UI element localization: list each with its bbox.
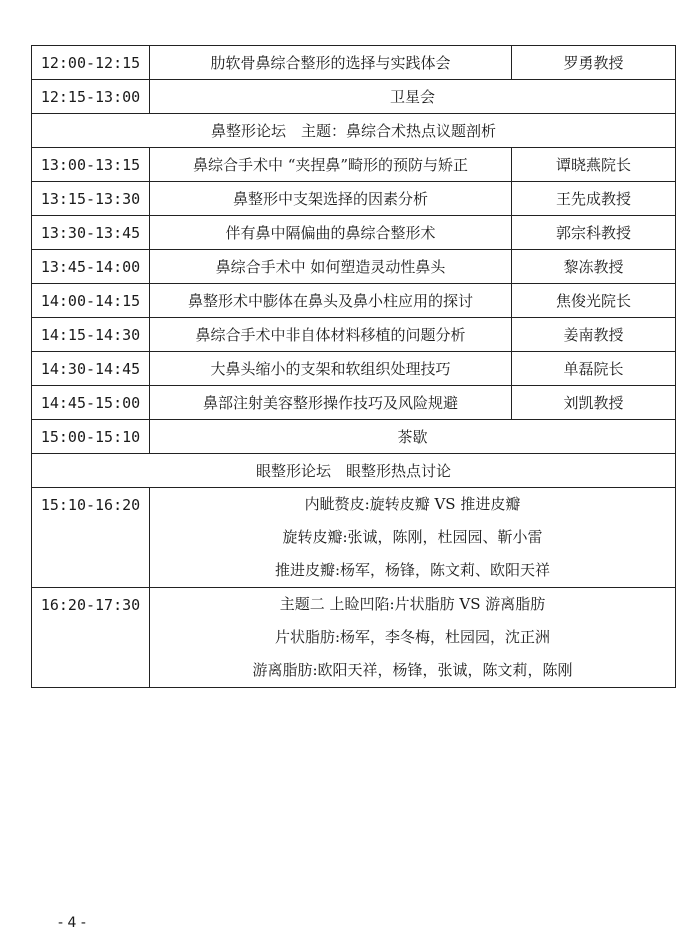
session-time: 13:00-13:15 <box>32 148 150 182</box>
session-topic: 鼻综合手术中 如何塑造灵动性鼻头 <box>150 250 512 284</box>
session-time: 14:15-14:30 <box>32 318 150 352</box>
section-header-row <box>32 114 676 148</box>
session-topic: 大鼻头缩小的支架和软组织处理技巧 <box>150 352 512 386</box>
table-row <box>32 318 676 352</box>
session-time: 14:45-15:00 <box>32 386 150 420</box>
debate-panel: 旋转皮瓣:张诚，陈刚，杜园园、靳小雷 <box>282 528 543 546</box>
session-time: 14:30-14:45 <box>32 352 150 386</box>
debate-details <box>150 588 676 688</box>
table-row <box>32 284 676 318</box>
table-row <box>32 420 676 454</box>
session-topic: 茶歇 <box>150 420 676 454</box>
session-topic: 鼻整形中支架选择的因素分析 <box>150 182 512 216</box>
session-time: 15:10-16:20 <box>32 488 150 588</box>
session-time: 13:30-13:45 <box>32 216 150 250</box>
session-speaker: 姜南教授 <box>512 318 676 352</box>
table-row <box>32 250 676 284</box>
session-topic: 鼻整形术中膨体在鼻头及鼻小柱应用的探讨 <box>150 284 512 318</box>
table-row <box>32 182 676 216</box>
session-time: 12:00-12:15 <box>32 46 150 80</box>
session-time: 15:00-15:10 <box>32 420 150 454</box>
debate-details <box>150 488 676 588</box>
debate-topic: 主题二 上睑凹陷:片状脂肪 VS 游离脂肪 <box>279 595 546 613</box>
table-row <box>32 80 676 114</box>
table-row <box>32 216 676 250</box>
section-header: 鼻整形论坛 主题：鼻综合术热点议题剖析 <box>32 114 676 148</box>
session-time: 13:45-14:00 <box>32 250 150 284</box>
debate-panel: 推进皮瓣:杨军，杨锋，陈文莉、欧阳天祥 <box>274 561 551 579</box>
table-row <box>32 46 676 80</box>
session-speaker: 单磊院长 <box>512 352 676 386</box>
debate-row <box>32 588 676 688</box>
table-row <box>32 352 676 386</box>
session-speaker: 刘凯教授 <box>512 386 676 420</box>
session-speaker: 焦俊光院长 <box>512 284 676 318</box>
session-topic: 肋软骨鼻综合整形的选择与实践体会 <box>150 46 512 80</box>
session-time: 13:15-13:30 <box>32 182 150 216</box>
table-row <box>32 148 676 182</box>
section-header-row <box>32 454 676 488</box>
debate-row <box>32 488 676 588</box>
page-number: - 4 - <box>58 915 86 931</box>
session-time: 12:15-13:00 <box>32 80 150 114</box>
session-speaker: 罗勇教授 <box>512 46 676 80</box>
session-time: 16:20-17:30 <box>32 588 150 688</box>
session-speaker: 郭宗科教授 <box>512 216 676 250</box>
debate-panel: 片状脂肪:杨军，李冬梅，杜园园，沈正洲 <box>274 628 551 646</box>
session-topic: 卫星会 <box>150 80 676 114</box>
session-speaker: 王先成教授 <box>512 182 676 216</box>
debate-topic: 内眦赘皮:旋转皮瓣 VS 推进皮瓣 <box>304 495 521 513</box>
agenda-table <box>31 45 676 688</box>
session-topic: 鼻综合手术中非自体材料移植的问题分析 <box>150 318 512 352</box>
debate-panel: 游离脂肪:欧阳天祥，杨锋，张诚，陈文莉，陈刚 <box>252 661 573 679</box>
session-topic: 伴有鼻中隔偏曲的鼻综合整形术 <box>150 216 512 250</box>
session-time: 14:00-14:15 <box>32 284 150 318</box>
session-topic: 鼻部注射美容整形操作技巧及风险规避 <box>150 386 512 420</box>
table-row <box>32 386 676 420</box>
section-header: 眼整形论坛 眼整形热点讨论 <box>32 454 676 488</box>
session-speaker: 黎冻教授 <box>512 250 676 284</box>
session-speaker: 谭晓燕院长 <box>512 148 676 182</box>
session-topic: 鼻综合手术中 “夹捏鼻”畸形的预防与矫正 <box>150 148 512 182</box>
